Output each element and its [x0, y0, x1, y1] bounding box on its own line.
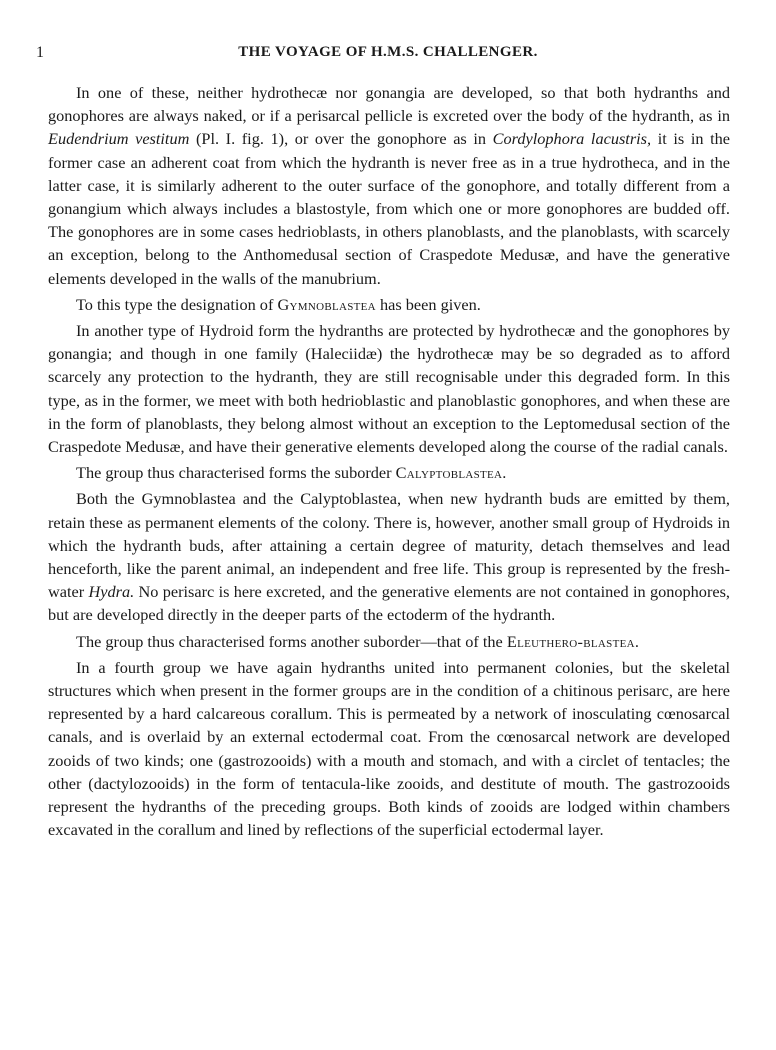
suborder-name: Gymnoblastea	[277, 294, 376, 314]
text-run: In another type of Hydroid form the hydranths are protected by hydrothecæ and the gonophores by gonangia; and though in one family (Haleciidæ) the hydrothecæ may be so degraded as to afford scarcely any protection to the hydranth, they are still recognisable under this degraded form. In this type, as in the former, we meet with both hedrioblastic and planoblastic gonophores, and when these are in the form of planoblasts, they belong almost without an exception to the Leptomedusal section of the Craspedote Medusæ, and have their generative elements developed along the course of the radial canals.	[48, 321, 730, 457]
paragraph-5	[48, 487, 730, 626]
text-run: In one of these, neither hydrothecæ nor gonangia are developed, so that both hydranths and gonophores are always naked, or if a perisarcal pellicle is excreted over the body of the hydranth, as in	[48, 83, 730, 126]
text-run: it is in the former case an adherent coat from which the hydranth is never free as in a true hydrotheca, and in the latter case, it is similarly adherent to the outer surface of the gonophore, and totally different from a gonangium which always includes a blastostyle, from which one or more gonophores are budded off. The gonophores are in some cases hedrioblasts, in others planoblasts, and the planoblasts, with scarcely an exception, belong to the Anthomedusal section of Craspedote Medusæ, and have the generative elements developed in the walls of the manubrium.	[48, 129, 730, 288]
body-text	[48, 81, 730, 845]
suborder-name: Eleuthero-blastea.	[506, 631, 640, 651]
paragraph-4	[48, 461, 730, 484]
italic-term: Cordylophora lacustris,	[492, 129, 652, 149]
text-run: The group thus characterised forms another suborder—that of the	[76, 631, 507, 651]
text-run: Both the Gymnoblastea and the Calyptoblastea, when new hydranth buds are emitted by them, retain these as permanent elements of the colony. There is, however, another small group of Hydroids in which the hydranth buds, after attaining a certain degree of maturity, detach themselves and lead henceforth, like the parent animal, an independent and free life. This group is represented by the fresh-water	[48, 489, 730, 602]
running-title: THE VOYAGE OF H.M.S. CHALLENGER.	[238, 44, 538, 60]
paragraph-2	[48, 293, 730, 316]
paragraph-7	[48, 656, 730, 842]
paragraph-6	[48, 630, 730, 653]
text-run: No perisarc is here excreted, and the generative elements are not contained in gonophores, but are developed directly in the deeper parts of the ectoderm of the hydranth.	[48, 582, 731, 625]
text-run: To this type the designation of	[76, 294, 278, 314]
suborder-name: Calyptoblastea.	[395, 463, 507, 483]
text-run: has been given.	[375, 294, 481, 314]
italic-term: Hydra.	[88, 582, 135, 602]
paragraph-1	[48, 81, 730, 290]
paragraph-3	[48, 319, 730, 458]
text-run: The group thus characterised forms the suborder	[76, 463, 396, 483]
text-run: (Pl. I. fig. 1), or over the gonophore as in	[189, 129, 493, 149]
italic-term: Eudendrium vestitum	[48, 129, 190, 149]
text-run: In a fourth group we have again hydranths united into permanent colonies, but the skeletal structures which when present in the former groups are in the condition of a chitinous perisarc, are here represented by a hard calcareous corallum. This is permeated by a network of inosculating cœnosarcal canals, and is overlaid by an external ectodermal coat. From the cœnosarcal network are developed zooids of two kinds; one (gastrozooids) with a mouth and stomach, and with a circlet of tentacles; the other (dactylozooids) in the form of tentacula-like zooids, and destitute of mouth. The gastrozooids represent the hydranths of the preceding groups. Both kinds of zooids are lodged within chambers excavated in the corallum and lined by reflections of the superficial ectodermal layer.	[48, 657, 730, 840]
page-number: 1	[36, 44, 44, 61]
